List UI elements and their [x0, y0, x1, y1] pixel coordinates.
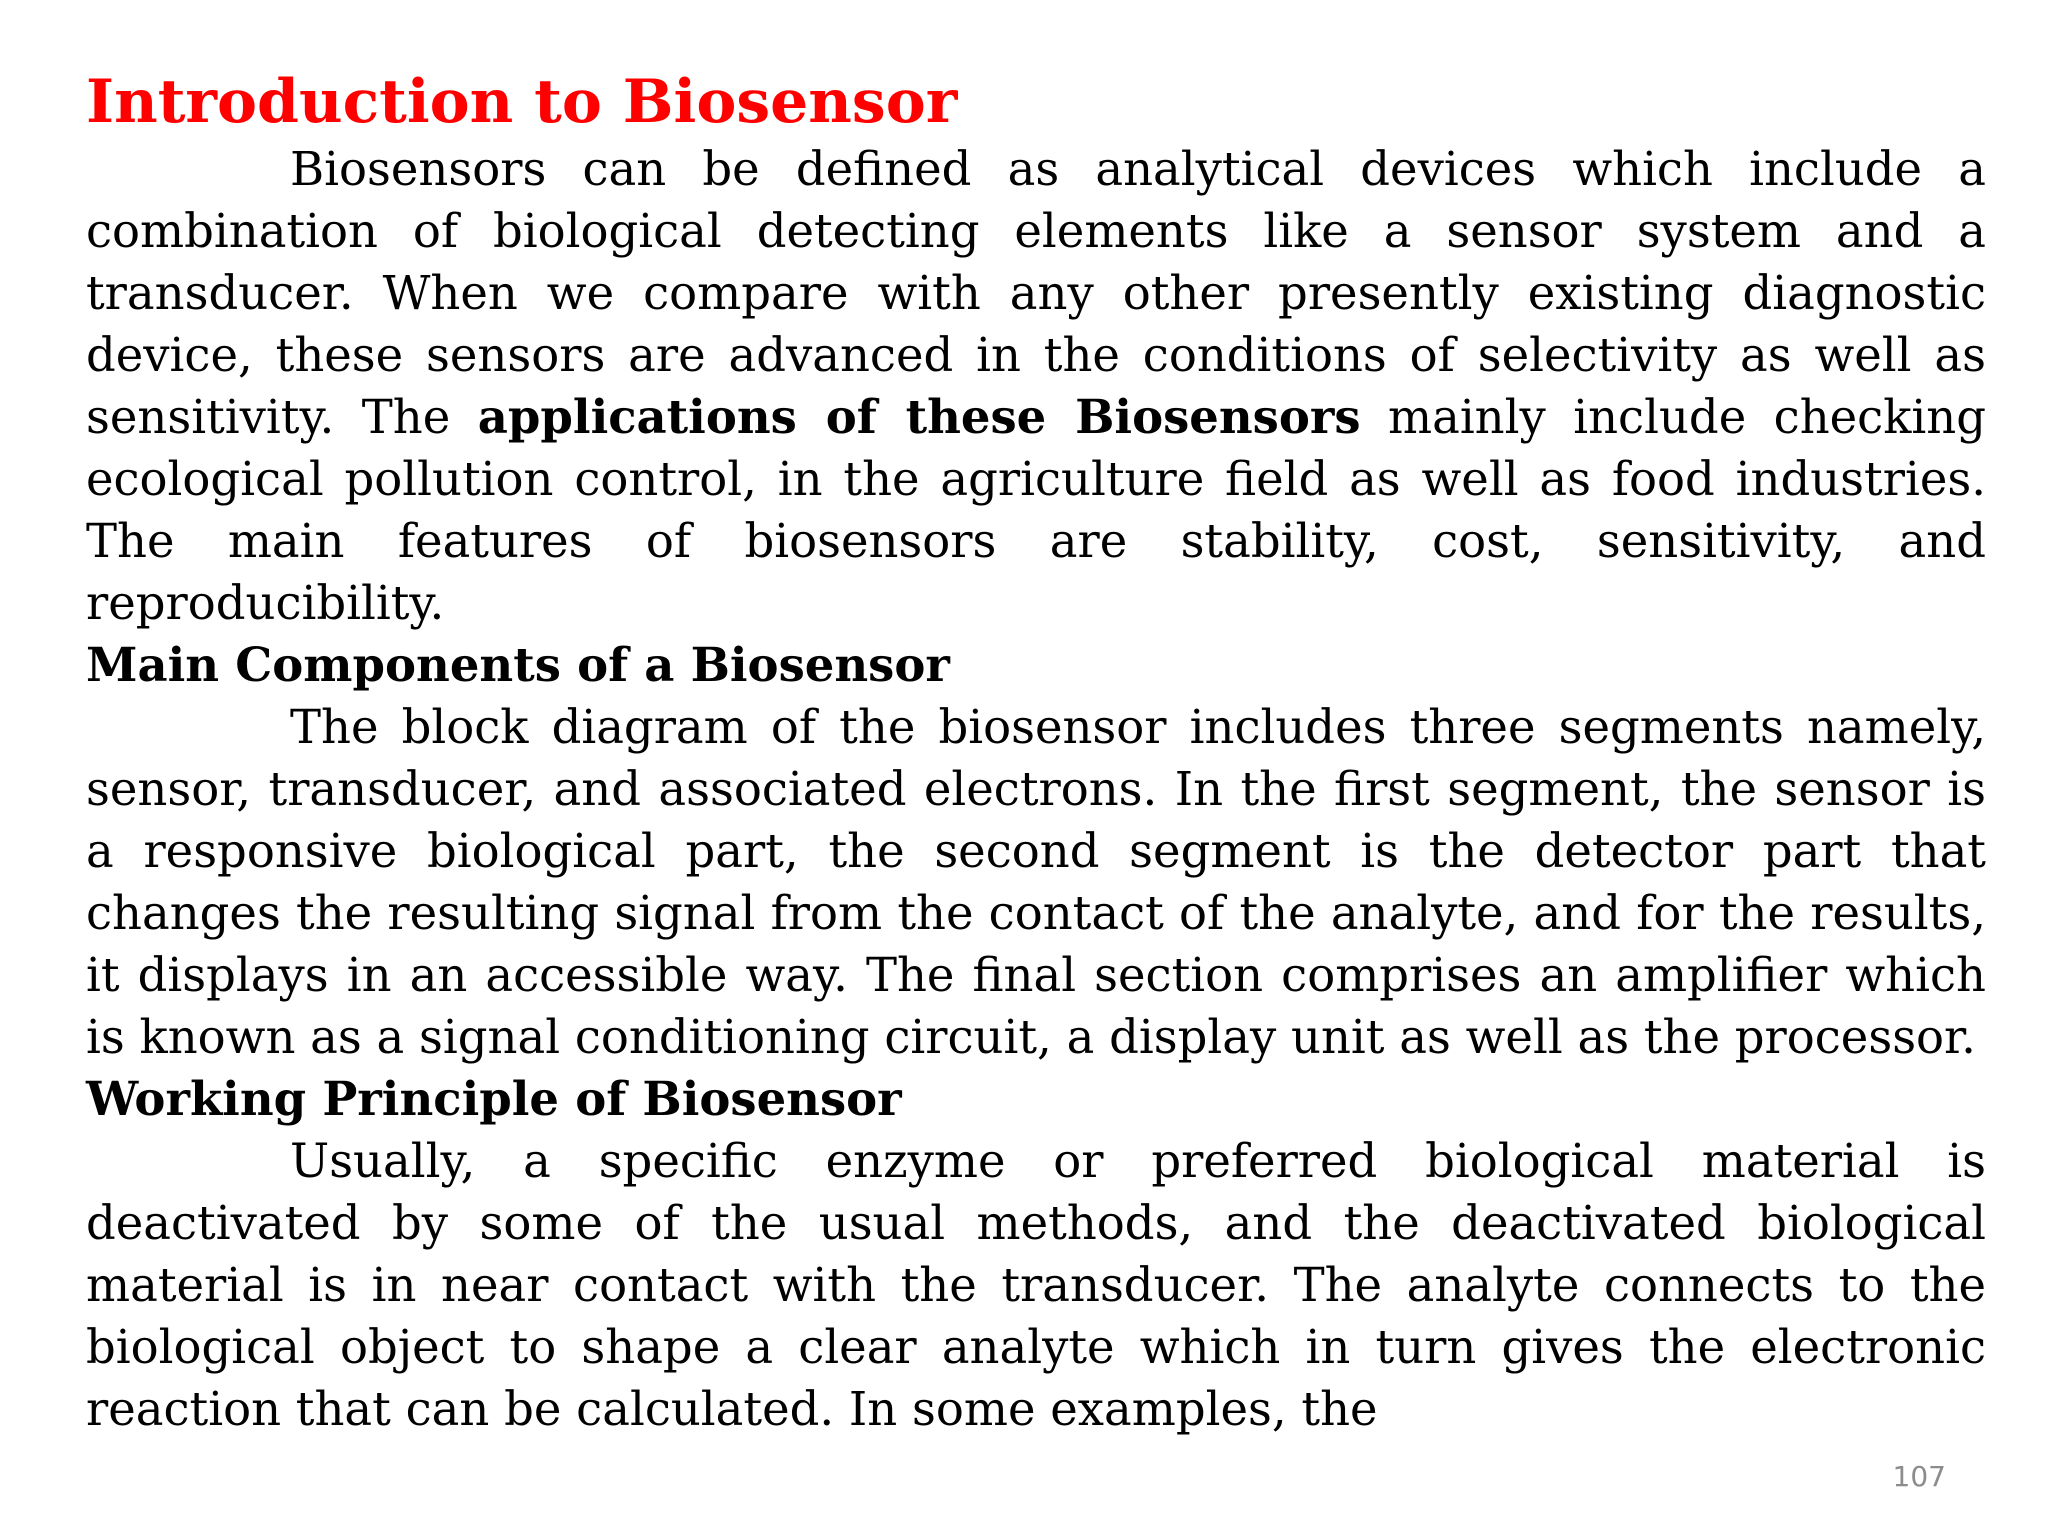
- working-heading: Working Principle of Biosensor: [86, 1071, 902, 1126]
- components-paragraph: [86, 696, 1986, 1068]
- intro-text-end: mainly include checking ecological pollution control, in the agriculture field as well as food industries. The main features of biosensors are stability, cost, sensitivity, and reproducibility.: [86, 390, 1986, 630]
- page-number: 107: [1892, 1460, 1946, 1493]
- working-paragraph: [86, 1130, 1986, 1440]
- applications-emphasis: applications of these Biosensors: [477, 389, 1361, 444]
- slide-content: [86, 66, 1986, 1440]
- components-heading: Main Components of a Biosensor: [86, 637, 950, 692]
- working-text: Usually, a specific enzyme or preferred biological material is deactivated by some of the usual methods, and the deactivated biological material is in near contact with the transducer. The analyte connects to the biological object to shape a clear analyte which in turn gives the electronic reaction that can be calculated. In some examples, the: [86, 1134, 1986, 1436]
- slide-title: Introduction to Biosensor: [86, 67, 958, 137]
- intro-text-start: Biosensors can be defined as analytical devices which include a combination of biological detecting elements like a sensor system and a transducer. When we compare with any other presently existing diagnostic device, these sensors are advanced in the conditions of selectivity as well as sensitivity. The: [86, 142, 1986, 444]
- components-text: The block diagram of the biosensor includes three segments namely, sensor, transducer, and associated electrons. In the first segment, the sensor is a responsive biological part, the second segment is the detector part that changes the resulting signal from the contact of the analyte, and for the results, it displays in an accessible way. The final section comprises an amplifier which is known as a signal conditioning circuit, a display unit as well as the processor.: [86, 700, 1986, 1064]
- intro-paragraph: [86, 138, 1986, 634]
